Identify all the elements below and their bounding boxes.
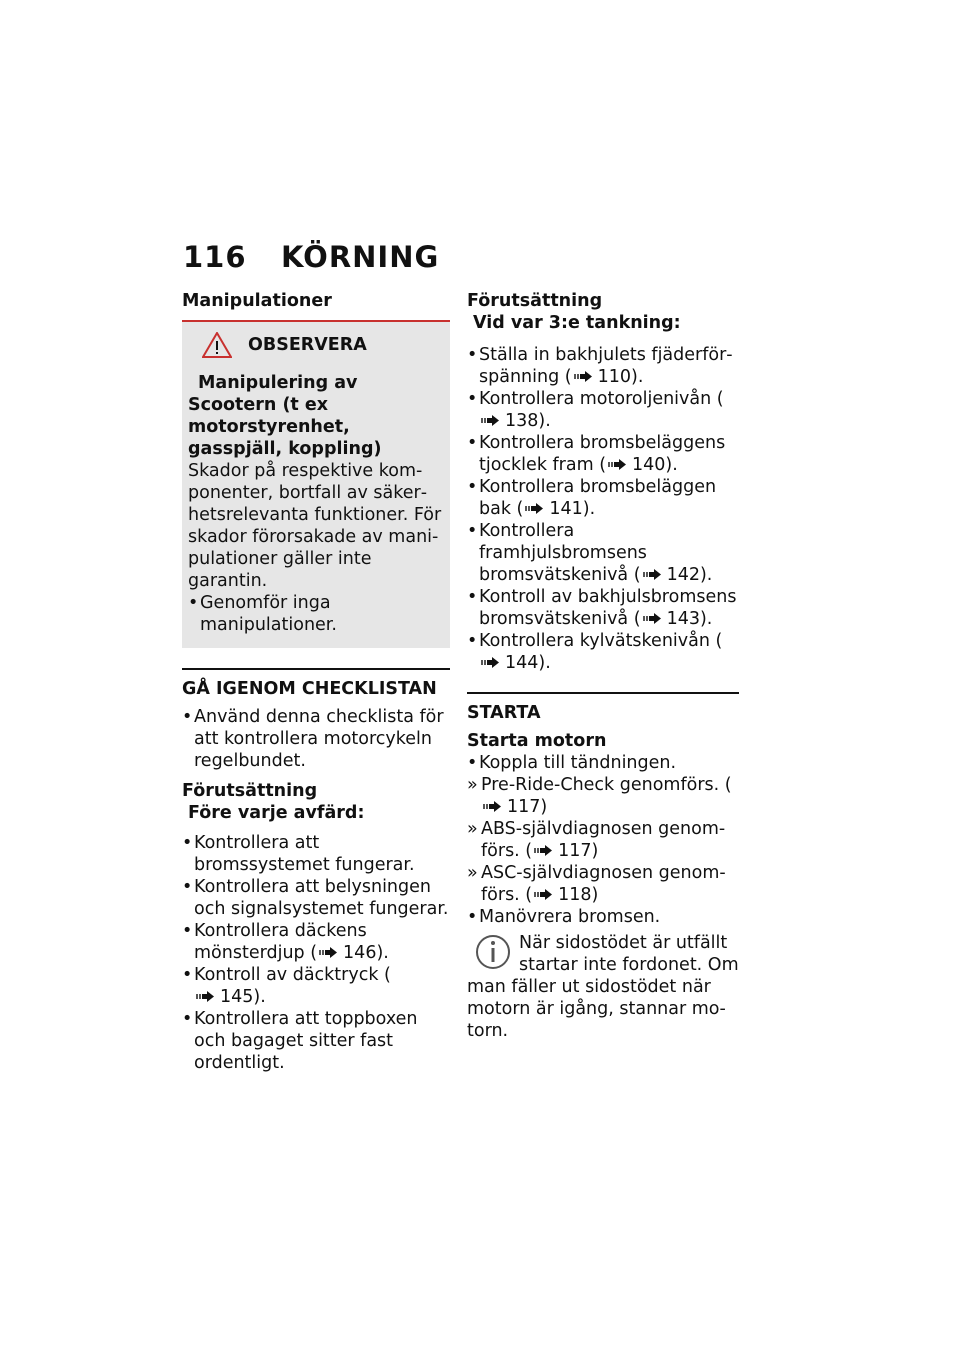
- xref-page: 142).: [666, 565, 713, 585]
- xref-page: 117): [558, 841, 599, 861]
- item-text: Kontrollera däckens mönsterdjup (: [194, 921, 367, 963]
- checklist-items-2: [467, 344, 739, 674]
- step-text: ABS-självdiagnosen genomförs. (: [481, 819, 726, 861]
- xref-page: 118): [558, 885, 599, 905]
- arrow-reference-icon: [483, 801, 503, 812]
- checklist-items: [182, 832, 450, 1074]
- item-text: Kontroll av bakhjulsbromsens bromsvätskenivå (: [479, 587, 737, 629]
- arrow-reference-icon: [481, 415, 501, 426]
- cross-reference[interactable]: [572, 367, 644, 387]
- info-note: [467, 932, 739, 1042]
- arrow-reference-icon: [534, 845, 554, 856]
- cross-reference[interactable]: [194, 987, 266, 1007]
- cross-reference[interactable]: [481, 797, 547, 817]
- arrow-reference-icon: [196, 991, 216, 1002]
- arrow-reference-icon: [574, 371, 594, 382]
- xref-page: 146).: [343, 943, 389, 963]
- notice-body: Skador på respektive komponenter, bortfall av säkerhetsrelevanta funktioner. För skador förorsakade av manipulationer gäller inte garantin.: [188, 461, 442, 591]
- step-text: Koppla till tändningen.: [479, 753, 677, 773]
- list-item: [467, 388, 739, 432]
- checklist-intro: • Använd denna checklista för att kontrollera motorcykeln regelbundet.: [182, 706, 450, 772]
- list-item: [467, 520, 739, 586]
- prereq2-label: Förutsättning: [467, 291, 603, 311]
- xref-page: 110).: [597, 367, 644, 387]
- list-item: [182, 876, 450, 920]
- info-icon: [475, 932, 511, 972]
- checklist-title: GÅ IGENOM CHECKLISTAN: [182, 668, 450, 700]
- notice-list: [188, 592, 444, 636]
- xref-page: 141).: [549, 499, 596, 519]
- arrow-reference-icon: [481, 657, 501, 668]
- arrow-reference-icon: [525, 503, 545, 514]
- chapter-title: KÖRNING: [281, 240, 440, 274]
- arrow-reference-icon: [319, 947, 339, 958]
- xref-page: 143).: [666, 609, 713, 629]
- start-steps: [467, 752, 739, 928]
- prereq2-condition: Vid var 3:e tankning:: [473, 313, 681, 333]
- left-column: [182, 290, 450, 1074]
- cross-reference[interactable]: [532, 885, 598, 905]
- list-item: [467, 862, 739, 906]
- xref-page: 117): [507, 797, 548, 817]
- item-text: Ställa in bakhjulets fjäderförspänning (: [479, 345, 733, 387]
- item-text: Kontrollera bromsbeläggen bak (: [479, 477, 717, 519]
- list-item: [467, 630, 739, 674]
- item-text: Kontrollera motoroljenivån (: [479, 389, 724, 409]
- item-text: Kontrollera att toppboxen och bagaget sitter fast ordentligt.: [194, 1009, 418, 1073]
- start-subheading: Starta motorn: [467, 731, 607, 751]
- xref-page: 145).: [220, 987, 266, 1007]
- arrow-reference-icon: [643, 569, 663, 580]
- cross-reference[interactable]: [641, 565, 713, 585]
- list-item: [182, 832, 450, 876]
- list-item: [467, 906, 739, 928]
- item-text: Kontroll av däcktryck (: [194, 965, 391, 985]
- arrow-reference-icon: [643, 613, 663, 624]
- notice-bullet: • Genomför inga manipulationer.: [188, 592, 444, 636]
- cross-reference[interactable]: [479, 653, 551, 673]
- xref-page: 144).: [505, 653, 551, 673]
- right-column: [467, 290, 739, 1042]
- arrow-reference-icon: [534, 889, 554, 900]
- list-item: [467, 586, 739, 630]
- item-text: Kontrollera kylvätskenivån (: [479, 631, 723, 651]
- list-item: [467, 432, 739, 476]
- list-item: [182, 964, 450, 1008]
- list-item: [467, 752, 739, 774]
- list-item: [467, 476, 739, 520]
- step-text: Manövrera bromsen.: [479, 907, 661, 927]
- list-item: [182, 1008, 450, 1074]
- manipulation-heading: Manipulationer: [182, 291, 332, 311]
- xref-page: 140).: [632, 455, 678, 475]
- cross-reference[interactable]: [641, 609, 713, 629]
- cross-reference[interactable]: [606, 455, 678, 475]
- page-number: 116: [183, 240, 247, 274]
- notice-title: Manipulering av Scootern (t ex motorstyrenhet, gasspjäll, koppling): [188, 373, 382, 459]
- notice-box: [182, 320, 450, 648]
- xref-page: 138).: [505, 411, 551, 431]
- notice-label: OBSERVERA: [248, 335, 367, 355]
- list-item: [467, 774, 739, 818]
- item-text: Kontrollera bromsbeläggens tjocklek fram (: [479, 433, 726, 475]
- start-title: STARTA: [467, 692, 739, 724]
- list-item: [467, 344, 739, 388]
- prereq-condition: Före varje avfärd:: [188, 803, 365, 823]
- info-text: När sidostödet är utfällt startar inte fordonet. Om man fäller ut sidostödet när motorn är igång, stannar motorn.: [467, 933, 739, 1041]
- prereq-label: Förutsättning: [182, 781, 318, 801]
- warning-icon: [202, 332, 232, 358]
- cross-reference[interactable]: [532, 841, 598, 861]
- list-item: [182, 920, 450, 964]
- cross-reference[interactable]: [523, 499, 595, 519]
- item-text: Kontrollera framhjulsbromsens bromsvätskenivå (: [479, 521, 647, 585]
- checklist-intro-list: [182, 706, 450, 772]
- item-text: Kontrollera att bromssystemet fungerar.: [194, 833, 415, 875]
- cross-reference[interactable]: [317, 943, 389, 963]
- item-text: Kontrollera att belysningen och signalsystemet fungerar.: [194, 877, 449, 919]
- step-text: Pre-Ride-Check genomförs. (: [481, 775, 732, 795]
- step-text: ASC-självdiagnosen genomförs. (: [481, 863, 726, 905]
- notice-header: [188, 332, 444, 358]
- cross-reference[interactable]: [479, 411, 551, 431]
- list-item: [467, 818, 739, 862]
- page-header: [183, 240, 439, 274]
- arrow-reference-icon: [608, 459, 628, 470]
